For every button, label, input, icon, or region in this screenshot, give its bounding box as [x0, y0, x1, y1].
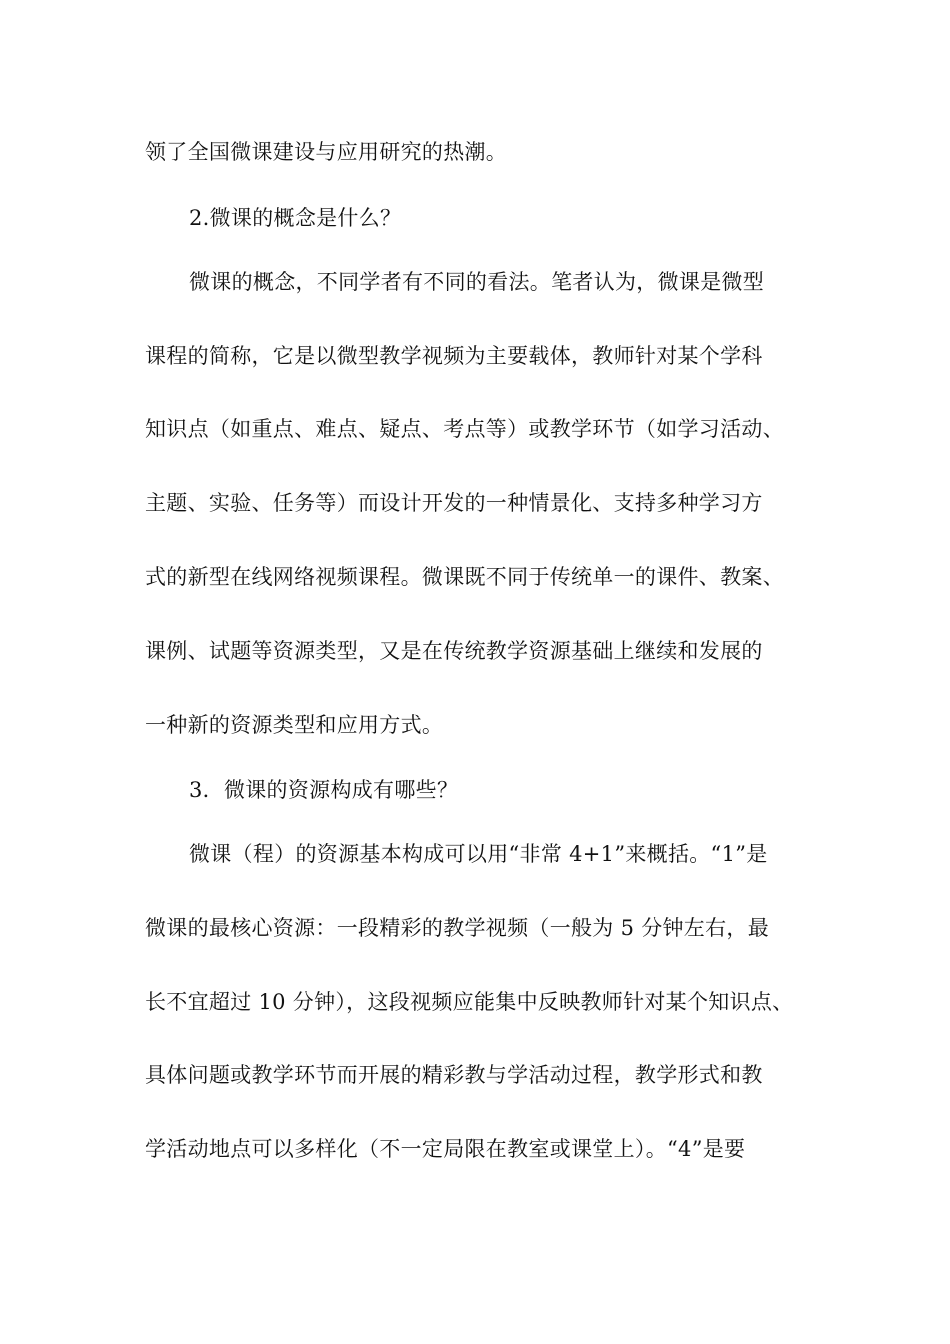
paragraph-line: 式的新型在线网络视频课程。微课既不同于传统单一的课件、教案、	[145, 565, 784, 589]
paragraph-line: 微课的最核心资源：一段精彩的教学视频（一般为 5 分钟左右，最	[145, 916, 770, 940]
paragraph-line: 长不宜超过 10 分钟），这段视频应能集中反映教师针对某个知识点、	[145, 990, 794, 1014]
text-line: 领了全国微课建设与应用研究的热潮。	[145, 140, 508, 164]
paragraph-line: 主题、实验、任务等）而设计开发的一种情景化、支持多种学习方	[145, 491, 763, 515]
paragraph-line: 课例、试题等资源类型，又是在传统教学资源基础上继续和发展的	[145, 639, 763, 663]
paragraph-line: 具体问题或教学环节而开展的精彩教与学活动过程，教学形式和教	[145, 1063, 763, 1087]
section-heading: 3．微课的资源构成有哪些？	[189, 778, 459, 802]
paragraph-line: 微课的概念，不同学者有不同的看法。笔者认为，微课是微型	[189, 270, 765, 294]
paragraph-line: 学活动地点可以多样化（不一定局限在教室或课堂上）。“4”是要	[145, 1137, 746, 1161]
paragraph-line: 微课（程）的资源基本构成可以用“非常 4+1”来概括。“1”是	[189, 842, 768, 866]
paragraph-line: 知识点（如重点、难点、疑点、考点等）或教学环节（如学习活动、	[145, 417, 784, 441]
section-heading: 2.微课的概念是什么？	[189, 206, 402, 230]
paragraph-line: 一种新的资源类型和应用方式。	[145, 713, 444, 737]
paragraph-line: 课程的简称，它是以微型教学视频为主要载体，教师针对某个学科	[145, 344, 763, 368]
